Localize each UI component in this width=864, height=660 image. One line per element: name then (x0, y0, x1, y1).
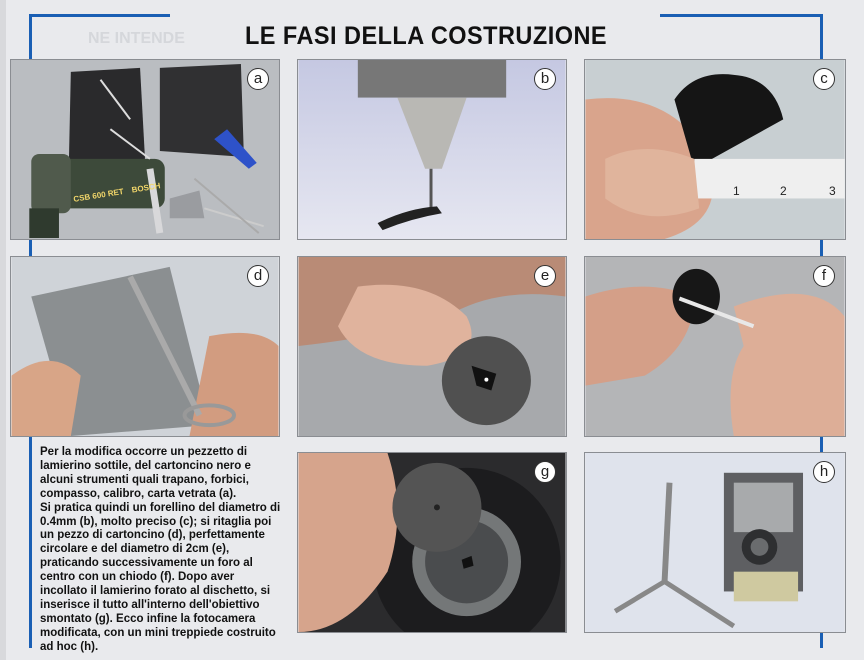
photo-panel-a (10, 59, 280, 240)
lens-photo (298, 453, 566, 632)
caption-line: circolare e del diametro di 2cm (e), (40, 543, 230, 556)
photo-panel-d (10, 256, 280, 437)
panel-label-g: g (534, 461, 556, 483)
photo-panel-c (584, 59, 846, 240)
photo-panel-e (297, 256, 567, 437)
photo-panel-g (297, 452, 567, 633)
page-title: LE FASI DELLA COSTRUZIONE (244, 22, 608, 50)
caption-line: praticando successivamente un foro al (40, 557, 253, 570)
panel-label-c: c (813, 68, 835, 90)
caption-line: smontato (g). Ecco infine la fotocamera (40, 612, 256, 625)
drill-brand-text: BOSCH (131, 181, 161, 195)
tools-photo (11, 60, 279, 239)
scissors-photo (11, 257, 279, 436)
caption-text (40, 446, 290, 655)
caption-line: centro con un chiodo (f). Dopo aver (40, 571, 235, 584)
caption-line: 0.4mm (b), molto preciso (c); si ritaglia poi (40, 515, 272, 528)
photo-panel-h (584, 452, 846, 633)
caption-line: un pezzo di cartoncino (d), perfettamente (40, 529, 265, 542)
nail-photo (585, 257, 845, 436)
drill-model-text: CSB 600 RET (72, 186, 125, 204)
title-gap (170, 8, 660, 22)
caption-line: Per la modifica occorre un pezzetto di (40, 446, 248, 458)
ruler-mark-3: 3 (829, 184, 836, 198)
ghost-text: NE INTENDE (88, 30, 185, 47)
caption-line: inserisce il tutto all'interno dell'obiettivo (40, 598, 260, 611)
panel-label-b: b (534, 68, 556, 90)
camera-photo (585, 453, 845, 632)
panel-label-d: d (247, 265, 269, 287)
disc-photo (298, 257, 566, 436)
caption-line: Si pratica quindi un forellino del diametro di (40, 501, 281, 514)
drill-bit-photo (298, 60, 566, 239)
ruler-mark-1: 1 (733, 184, 740, 198)
page-edge (0, 0, 6, 660)
panel-label-h: h (813, 461, 835, 483)
panel-label-f: f (813, 265, 835, 287)
panel-label-e: e (534, 265, 556, 287)
caption-line: lamierino sottile, del cartoncino nero e (40, 459, 251, 472)
caption-line: alcuni strumenti quali trapano, forbici, (40, 473, 249, 486)
photo-panel-b (297, 59, 567, 240)
ruler-mark-2: 2 (780, 184, 787, 198)
caption-line: compasso, calibro, carta vetrata (a). (40, 487, 237, 500)
ruler-photo (585, 60, 845, 239)
photo-panel-f (584, 256, 846, 437)
caption-line: modificata, con un mini treppiede costruito (40, 626, 276, 639)
panel-label-a: a (247, 68, 269, 90)
caption-line: ad hoc (h). (40, 640, 99, 653)
caption-line: incollato il lamierino forato al dischetto, si (40, 585, 271, 598)
